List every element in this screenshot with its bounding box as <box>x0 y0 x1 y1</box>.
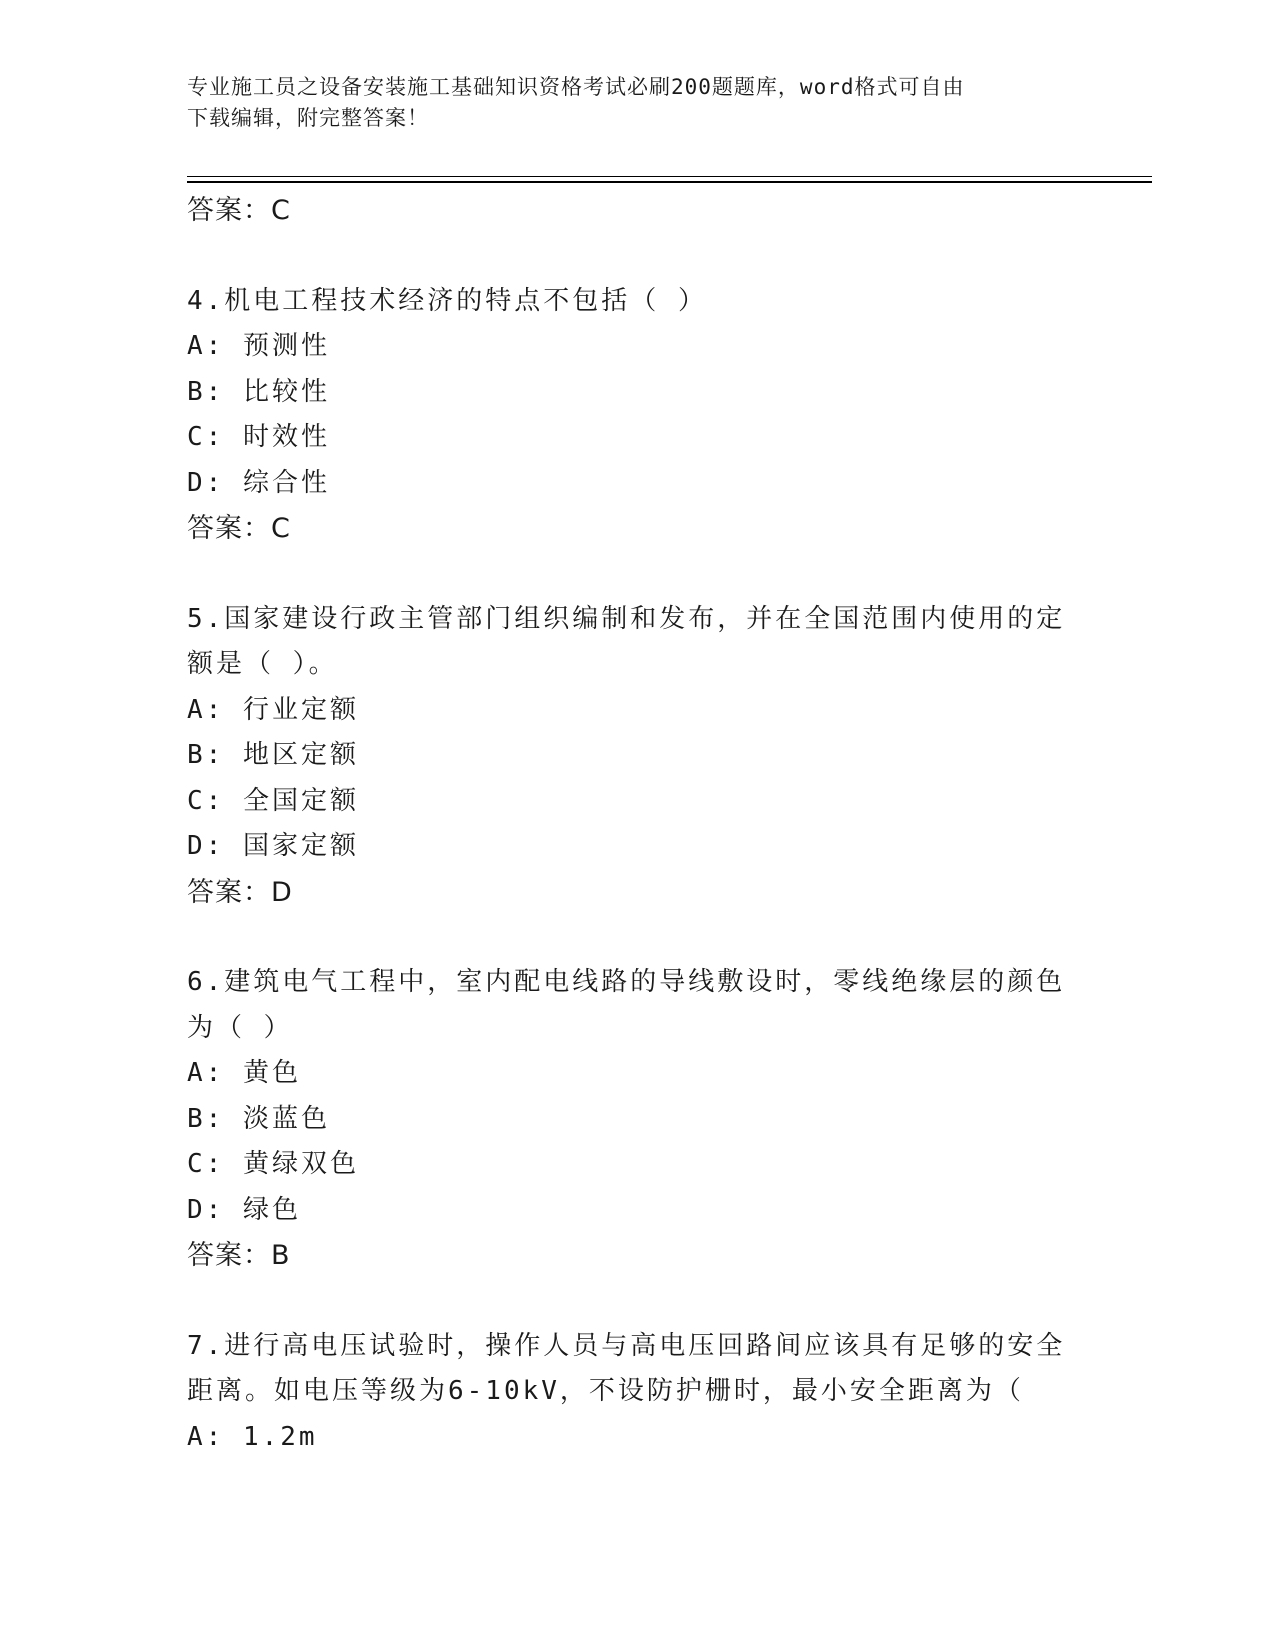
header-divider-bottom <box>187 181 1152 183</box>
question-block <box>187 960 1087 1279</box>
option-a: A: 预测性 <box>187 331 330 361</box>
document-header <box>187 72 1067 134</box>
option-c: C: 时效性 <box>187 422 330 452</box>
option-a: A: 1.2m <box>187 1421 318 1452</box>
option-d: D: 国家定额 <box>187 831 359 861</box>
answer-line: 答案：C <box>187 513 291 544</box>
spacer <box>187 1279 1087 1324</box>
question-text: 4.机电工程技术经济的特点不包括（ ） <box>187 285 707 316</box>
spacer <box>187 234 1087 279</box>
option-d: D: 绿色 <box>187 1194 301 1225</box>
option-c: C: 全国定额 <box>187 785 359 816</box>
question-block <box>187 597 1087 916</box>
option-b: B: 比较性 <box>187 376 330 407</box>
answer-line: 答案：B <box>187 1240 291 1271</box>
header-line-1: 专业施工员之设备安装施工基础知识资格考试必刷200题题库，word格式可自由 <box>187 75 965 99</box>
question-block <box>187 1324 1087 1461</box>
answer-line: 答案：D <box>187 876 293 908</box>
spacer <box>187 915 1087 960</box>
question-text-continued: 额是（ ）。 <box>187 649 338 679</box>
option-b: B: 淡蓝色 <box>187 1103 330 1134</box>
option-a: A: 黄色 <box>187 1058 301 1088</box>
question-text-continued: 距离。如电压等级为6-10kV，不设防护栅时，最小安全距离为（ <box>187 1376 1024 1406</box>
option-b: B: 地区定额 <box>187 740 359 770</box>
question-block <box>187 279 1087 552</box>
question-text: 6.建筑电气工程中，室内配电线路的导线敷设时，零线绝缘层的颜色 <box>187 967 1066 997</box>
header-line-2: 下载编辑，附完整答案！ <box>187 106 429 130</box>
question-text-continued: 为（ ） <box>187 1012 293 1043</box>
option-a: A: 行业定额 <box>187 694 359 725</box>
option-c: C: 黄绿双色 <box>187 1149 359 1179</box>
question-text: 5.国家建设行政主管部门组织编制和发布，并在全国范围内使用的定 <box>187 603 1066 634</box>
answer-line: 答案：C <box>187 195 291 226</box>
question-list <box>187 188 1087 1460</box>
header-divider-top <box>187 176 1152 177</box>
option-d: D: 综合性 <box>187 467 330 498</box>
spacer <box>187 552 1087 597</box>
question-text: 7.进行高电压试验时，操作人员与高电压回路间应该具有足够的安全 <box>187 1330 1066 1361</box>
